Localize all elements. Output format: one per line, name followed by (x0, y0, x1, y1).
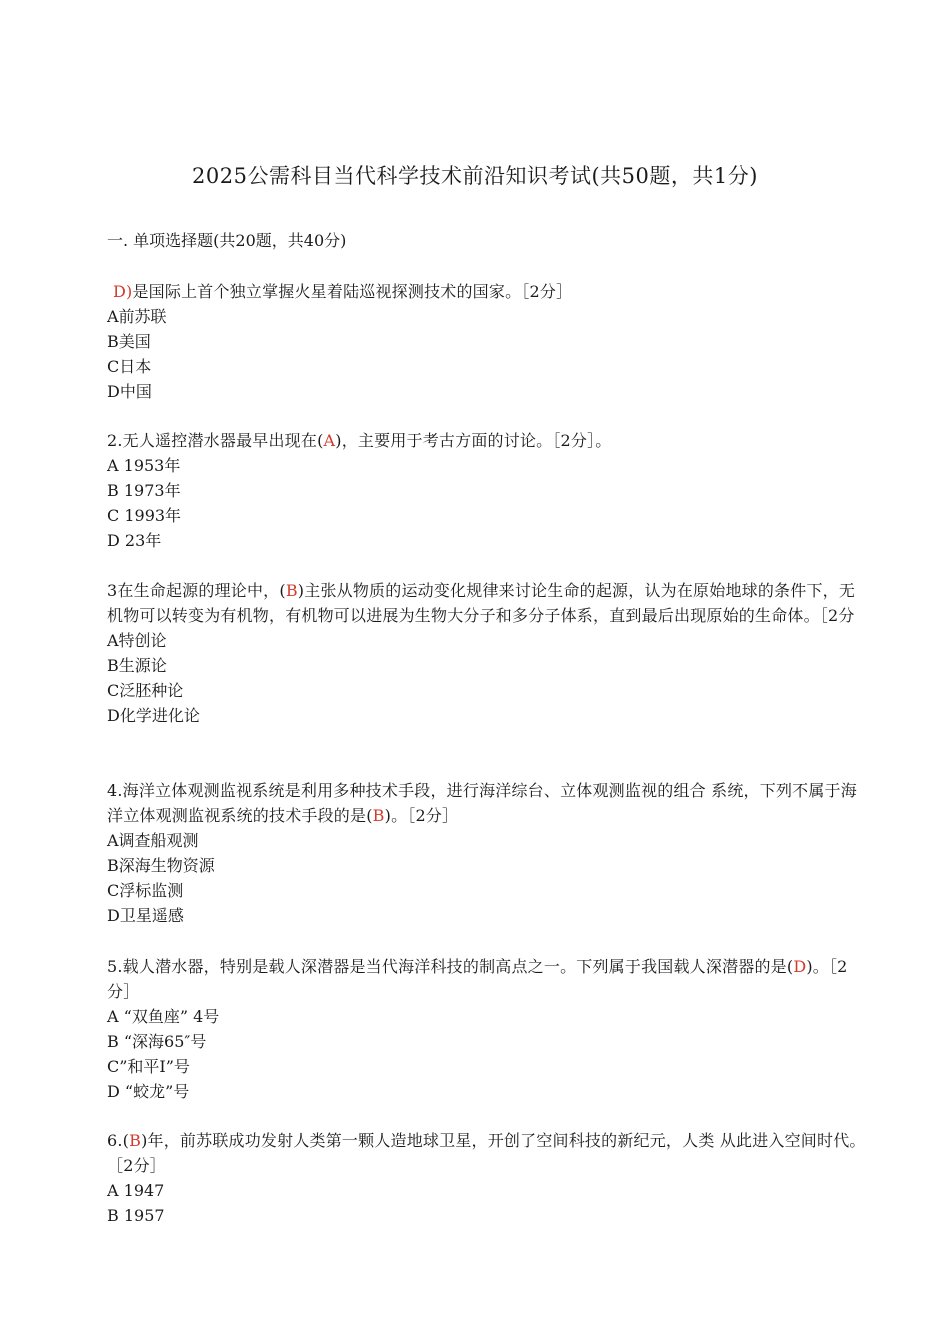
stem-suffix: 是国际上首个独立掌握火星着陆巡视探测技术的国家。［2分］ (132, 282, 573, 301)
stem-suffix: )。［2分］ (107, 957, 848, 1001)
document-title: 2025公需科目当代科学技术前沿知识考试(共50题，共1分) (192, 164, 758, 188)
question-stem (107, 279, 867, 304)
option-c: C泛胚种论 (107, 681, 184, 700)
option-d: D中国 (107, 382, 152, 401)
option-b: B 1973年 (107, 481, 181, 500)
option-c: C”和平I”号 (107, 1057, 190, 1076)
stem-prefix: 2.无人遥控潜水器最早出现在( (107, 431, 324, 450)
stem-suffix: )。［2分］ (384, 806, 459, 825)
option-b: B生源论 (107, 656, 167, 675)
stem-suffix: )年，前苏联成功发射人类第一颗人造地球卫星，开创了空间科技的新纪元，人类 从此进入空间时代。［2分］ (107, 1131, 866, 1175)
question-stem (107, 1128, 867, 1178)
stem-prefix: 6.( (107, 1131, 130, 1150)
option-list (107, 628, 867, 728)
answer-marker: A (323, 431, 336, 450)
answer-marker: B (285, 581, 298, 600)
stem-suffix: )，主要用于考古方面的讨论。［2分］。 (335, 431, 612, 450)
option-list (107, 1004, 867, 1104)
option-c: C日本 (107, 357, 152, 376)
stem-suffix: )主张从物质的运动变化规律来讨论生命的起源，认为在原始地球的条件下，无机物可以转变为有机物，有机物可以进展为生物大分子和多分子体系，直到最后出现原始的生命体。［2分 (107, 581, 856, 625)
option-b: B深海生物资源 (107, 856, 215, 875)
answer-marker: D) (113, 282, 133, 301)
question-2 (107, 428, 867, 553)
question-5 (107, 954, 867, 1104)
option-d: D卫星遥感 (107, 906, 184, 925)
option-list (107, 453, 867, 553)
option-d: D “蛟龙”号 (107, 1082, 190, 1101)
option-a: A特创论 (107, 631, 167, 650)
option-a: A 1947 (107, 1181, 165, 1200)
option-d: D 23年 (107, 531, 162, 550)
option-list (107, 304, 867, 404)
option-d: D化学进化论 (107, 706, 200, 725)
option-b: B “深海65″号 (107, 1032, 207, 1051)
question-stem (107, 778, 867, 828)
stem-prefix: 3在生命起源的理论中，( (107, 581, 286, 600)
option-a: A前苏联 (107, 307, 167, 326)
question-stem (107, 428, 867, 453)
option-c: C 1993年 (107, 506, 182, 525)
question-1 (107, 279, 867, 404)
question-3 (107, 578, 867, 728)
option-a: A 1953年 (107, 456, 181, 475)
option-a: A调查船观测 (107, 831, 199, 850)
option-a: A “双鱼座” 4号 (107, 1007, 220, 1026)
option-b: B美国 (107, 332, 151, 351)
option-list (107, 828, 867, 928)
option-list (107, 1178, 867, 1228)
question-stem (107, 578, 867, 628)
option-b: B 1957 (107, 1206, 165, 1225)
answer-marker: B (129, 1131, 142, 1150)
question-4 (107, 778, 867, 928)
question-stem (107, 954, 867, 1004)
answer-marker: B (372, 806, 385, 825)
stem-prefix: 4.海洋立体观测监视系统是利用多种技术手段，进行海洋综台、立体观测监视的组合 系统，下列不属于海洋立体观测监视系统的技术手段的是( (107, 781, 857, 825)
answer-marker: D (793, 957, 807, 976)
option-c: C浮标监测 (107, 881, 184, 900)
section-heading: 一. 单项选择题(共20题，共40分) (107, 231, 347, 250)
question-6 (107, 1128, 867, 1228)
stem-prefix: 5.载人潜水器，特别是载人深潜器是当代海洋科技的制高点之一。下列属于我国载人深潜器的是( (107, 957, 794, 976)
